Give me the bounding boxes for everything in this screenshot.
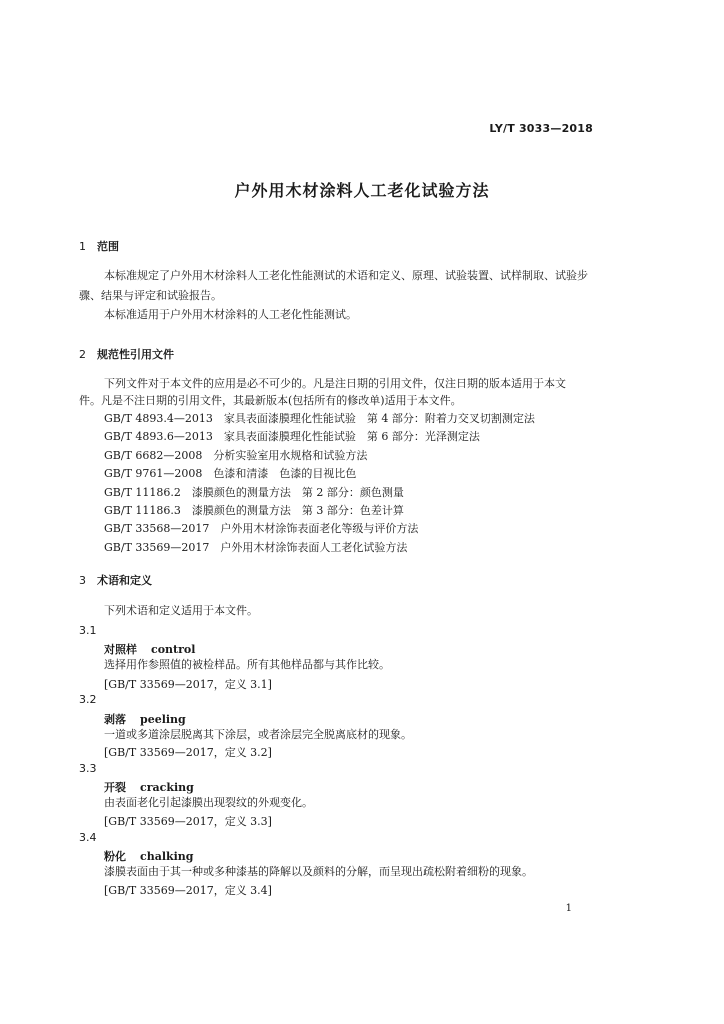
reference-list [104,410,535,557]
clause-number: 3.1 [79,624,97,637]
term-zh: 对照样 [104,643,137,656]
term-zh: 剥落 [104,713,126,726]
section-number: 1 [79,240,86,253]
reference-item: GB/T 11186.2 漆膜颜色的测量方法 第 2 部分：颜色测量 [104,485,404,499]
section-heading-normative-references [79,346,174,362]
clause-number: 3.3 [79,762,97,775]
term-zh: 开裂 [104,781,126,794]
reference-item: GB/T 33569—2017 户外用木材涂饰表面人工老化试验方法 [104,540,408,554]
term-source: [GB/T 33569—2017，定义 3.3] [104,815,272,828]
term-entry [104,641,195,657]
standard-code: LY/T 3033—2018 [489,122,593,135]
clause-number: 3.4 [79,831,97,844]
section-title: 范围 [97,240,119,253]
term-definition: 由表面老化引起漆膜出现裂纹的外观变化。 [104,796,313,809]
reference-item: GB/T 6682—2008 分析实验室用水规格和试验方法 [104,448,368,462]
term-en: chalking [140,850,194,863]
paragraph: 骤、结果与评定和试验报告。 [79,289,222,302]
term-entry [104,848,194,864]
paragraph: 本标准适用于户外用木材涂料的人工老化性能测试。 [104,308,357,321]
section-title: 规范性引用文件 [97,348,174,361]
term-entry [104,711,186,727]
term-source: [GB/T 33569—2017，定义 3.2] [104,746,272,759]
reference-item: GB/T 11186.3 漆膜颜色的测量方法 第 3 部分：色差计算 [104,503,404,517]
reference-item: GB/T 4893.6—2013 家具表面漆膜理化性能试验 第 6 部分：光泽测定法 [104,430,480,444]
reference-item: GB/T 33568—2017 户外用木材涂饰表面老化等级与评价方法 [104,522,419,536]
paragraph: 件。凡是不注日期的引用文件，其最新版本(包括所有的修改单)适用于本文件。 [79,394,462,407]
term-zh: 粉化 [104,850,126,863]
section-title: 术语和定义 [97,574,152,587]
term-definition: 一道或多道涂层脱离其下涂层，或者涂层完全脱离底材的现象。 [104,728,412,741]
paragraph: 下列术语和定义适用于本文件。 [104,604,258,617]
term-definition: 漆膜表面由于其一种或多种漆基的降解以及颜料的分解，而呈现出疏松附着细粉的现象。 [104,865,533,878]
page-number: 1 [565,903,572,914]
reference-item: GB/T 4893.4—2013 家具表面漆膜理化性能试验 第 4 部分：附着力交叉切割测定法 [104,412,535,425]
section-number: 2 [79,348,86,361]
term-source: [GB/T 33569—2017，定义 3.4] [104,884,272,897]
reference-item: GB/T 9761—2008 色漆和清漆 色漆的目视比色 [104,467,357,481]
section-heading-scope [79,238,119,254]
term-source: [GB/T 33569—2017，定义 3.1] [104,678,272,691]
term-entry [104,779,194,795]
clause-number: 3.2 [79,693,97,706]
paragraph: 下列文件对于本文件的应用是必不可少的。凡是注日期的引用文件，仅注日期的版本适用于本文 [104,377,566,390]
document-title: 户外用木材涂料人工老化试验方法 [234,181,490,200]
paragraph: 本标准规定了户外用木材涂料人工老化性能测试的术语和定义、原理、试验装置、试样制取、试验步 [104,269,588,282]
term-en: control [151,643,196,656]
term-definition: 选择用作参照值的被检样品。所有其他样品都与其作比较。 [104,658,390,671]
term-en: peeling [140,713,186,726]
term-en: cracking [140,781,194,794]
section-heading-terms-and-definitions [79,572,152,588]
section-number: 3 [79,574,86,587]
